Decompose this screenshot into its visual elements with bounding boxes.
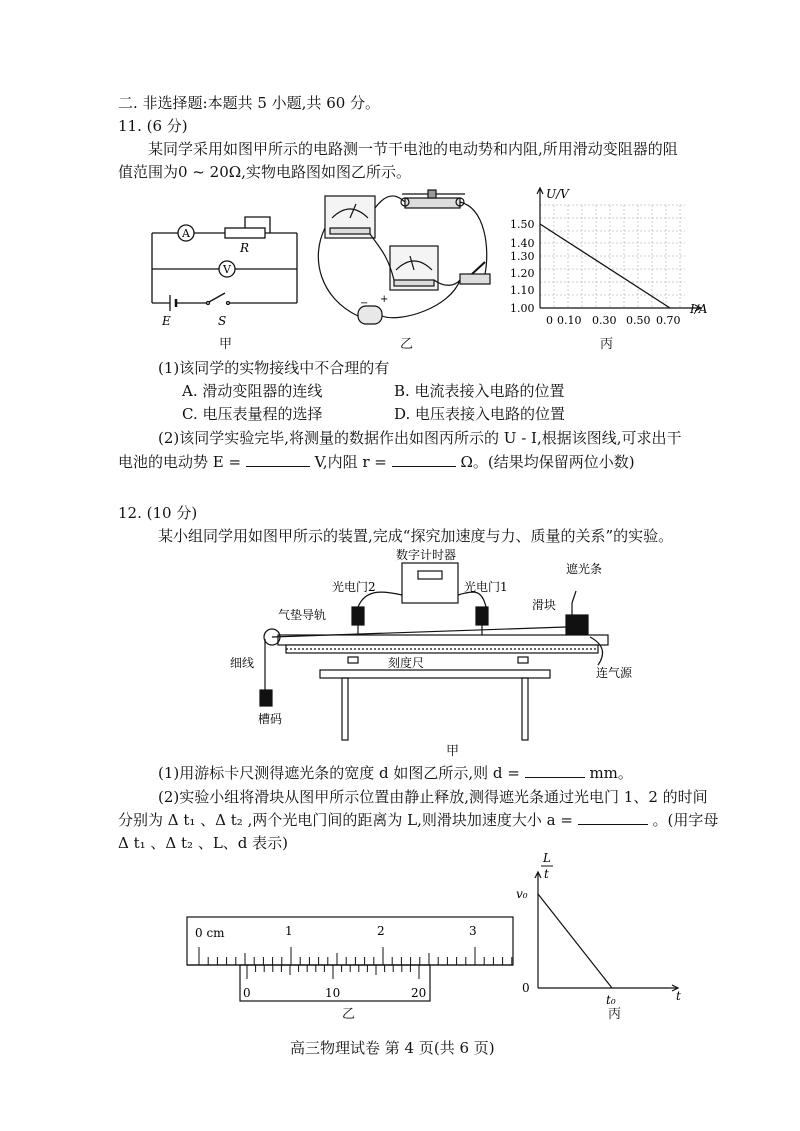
- ammeter-symbol: A: [182, 227, 190, 240]
- slider-label: 滑块: [532, 598, 557, 612]
- q12-air-track-apparatus: [230, 545, 650, 755]
- q12-fig-jia-label: 甲: [446, 744, 460, 759]
- q11-option-c: C. 电压表量程的选择: [182, 405, 323, 423]
- q11-stem-line2: 值范围为0 ~ 20Ω,实物电路图如图乙所示。: [118, 163, 411, 181]
- y-tick-150: 1.50: [510, 218, 535, 231]
- y-tick-130: 1.30: [510, 250, 535, 263]
- svg-text:−: −: [360, 298, 369, 309]
- page-footer: 高三物理试卷 第 4 页(共 6 页): [290, 1039, 495, 1057]
- svg-text:+: +: [380, 294, 389, 305]
- y-tick-140: 1.40: [510, 237, 535, 250]
- q12-part2-line1: (2)实验小组将滑块从图甲所示位置由静止释放,测得遮光条通过光电门 1、2 的时间: [158, 788, 708, 806]
- strip-label: 遮光条: [566, 562, 603, 576]
- q11-ui-graph: [510, 180, 720, 330]
- ruler-label: 刻度尺: [388, 656, 425, 670]
- y-tick-110: 1.10: [510, 284, 535, 297]
- section-title: 二. 非选择题:本题共 5 小题,共 60 分。: [118, 94, 381, 112]
- vernier-0: 0: [243, 986, 251, 1000]
- timer-label: 数字计时器: [396, 548, 457, 562]
- resistance-answer-blank[interactable]: [392, 452, 456, 467]
- q12-fig-yi-label: 乙: [342, 1007, 356, 1022]
- q12-lt-graph: [510, 850, 690, 1005]
- main-scale-0cm: 0 cm: [195, 926, 225, 940]
- y-tick-120: 1.20: [510, 267, 535, 280]
- q11-circuit-schematic: [140, 205, 310, 335]
- y-label-numerator: L: [543, 851, 551, 865]
- q11-part2-line1: (2)该同学实验完毕,将测量的数据作出如图丙所示的 U - I,根据该图线,可求出干: [158, 429, 682, 447]
- y-label-denominator: t: [544, 867, 549, 881]
- q11-fig-yi-label: 乙: [400, 337, 414, 352]
- gate2-label: 光电门2: [332, 580, 376, 594]
- emf-answer-blank[interactable]: [246, 452, 310, 467]
- x-tick-070: 0.70: [656, 314, 681, 327]
- q12-number: 12. (10 分): [118, 504, 198, 522]
- q11-option-d: D. 电压表接入电路的位置: [394, 405, 566, 423]
- x-tick-050: 0.50: [626, 314, 651, 327]
- t0-label: t₀: [606, 993, 616, 1007]
- t-axis-label: t: [676, 989, 681, 1003]
- main-scale-2: 2: [377, 924, 385, 938]
- q12-part1: (1)用游标卡尺测得遮光条的宽度 d 如图乙所示,则 d = mm。: [158, 764, 633, 782]
- main-scale-3: 3: [469, 924, 477, 938]
- acceleration-answer-blank[interactable]: [578, 810, 648, 825]
- q11-number: 11. (6 分): [118, 117, 188, 135]
- switch-label: S: [218, 314, 227, 328]
- q11-fig-jia-label: 甲: [219, 337, 233, 352]
- origin-label: 0: [522, 981, 530, 995]
- y-tick-100: 1.00: [510, 302, 535, 315]
- q12-vernier-caliper: [185, 915, 515, 1005]
- voltmeter-symbol: V: [223, 263, 231, 276]
- air-source-label: 连气源: [596, 666, 633, 680]
- string-label: 细线: [230, 656, 255, 670]
- main-scale-1: 1: [285, 924, 293, 938]
- vernier-20: 20: [411, 986, 427, 1000]
- q12-fig-bing-label: 丙: [608, 1007, 622, 1022]
- q11-option-a: A. 滑动变阻器的连线: [182, 382, 323, 400]
- q11-part2-line2: 电池的电动势 E = V,内阻 r = Ω。(结果均保留两位小数): [118, 453, 635, 471]
- q12-part2-line3: Δ t₁ 、Δ t₂ 、L、d 表示): [118, 834, 289, 852]
- emf-label: E: [162, 314, 171, 328]
- i-axis-label: I/A: [690, 302, 708, 316]
- v0-label: v₀: [516, 887, 528, 901]
- width-answer-blank[interactable]: [525, 763, 585, 778]
- x-tick-0: 0: [546, 314, 553, 327]
- q11-physical-circuit: [310, 188, 510, 333]
- gate1-label: 光电门1: [464, 580, 508, 594]
- weight-label: 槽码: [258, 712, 283, 726]
- q12-part2-line2: 分别为 Δ t₁ 、Δ t₂ ,两个光电门间的距离为 L,则滑块加速度大小 a = 。(用字母: [118, 811, 719, 829]
- track-label: 气垫导轨: [278, 608, 327, 622]
- q11-part1: (1)该同学的实物接线中不合理的有: [158, 359, 390, 377]
- x-tick-030: 0.30: [592, 314, 617, 327]
- q11-fig-bing-label: 丙: [600, 337, 614, 352]
- q11-option-b: B. 电流表接入电路的位置: [394, 382, 565, 400]
- q11-stem-line1: 某同学采用如图甲所示的电路测一节干电池的电动势和内阻,所用滑动变阻器的阻: [148, 140, 678, 158]
- u-axis-label: U/V: [546, 187, 569, 201]
- vernier-10: 10: [325, 986, 341, 1000]
- q12-stem: 某小组同学用如图甲所示的装置,完成“探究加速度与力、质量的关系”的实验。: [158, 527, 674, 545]
- x-tick-010: 0.10: [557, 314, 582, 327]
- resistor-label: R: [240, 241, 250, 255]
